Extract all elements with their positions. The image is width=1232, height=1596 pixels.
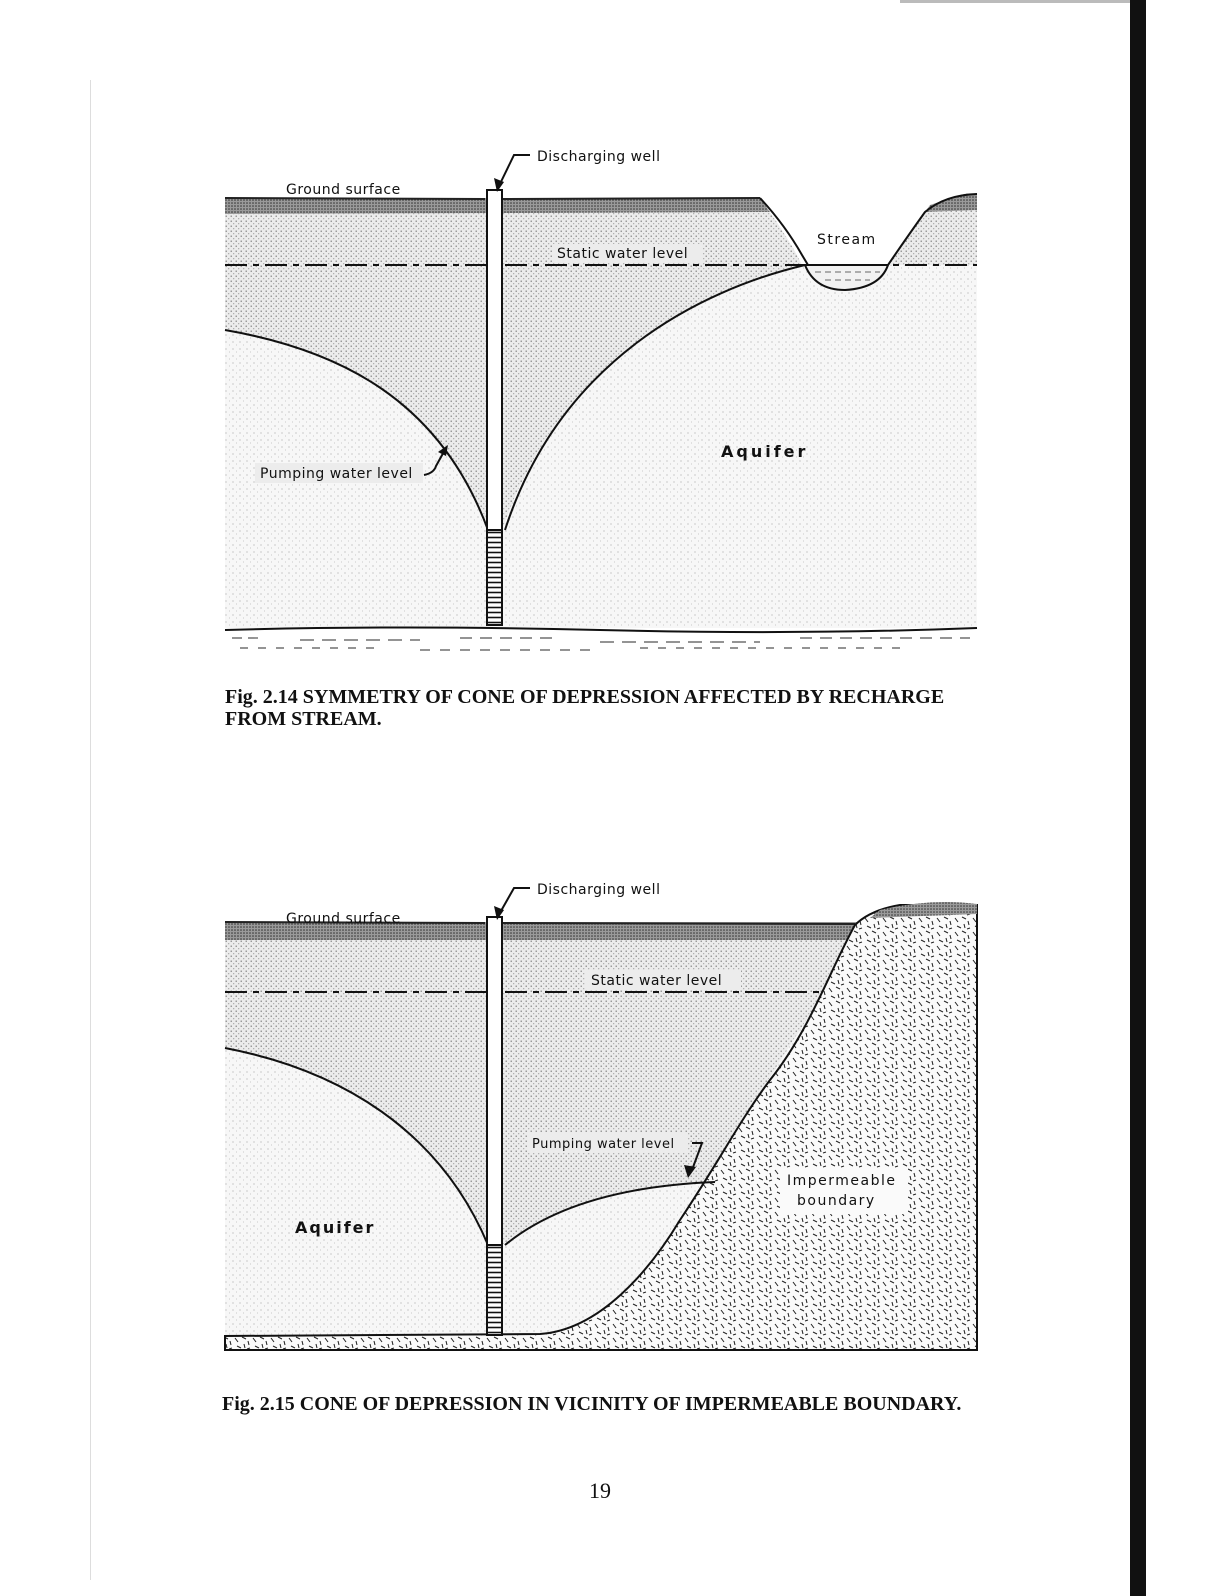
well-screen (487, 1245, 502, 1335)
ground-surface-label: Ground surface (286, 911, 401, 927)
figure-2-15-diagram (0, 860, 1232, 1370)
well-casing (487, 190, 502, 530)
discharging-well-leader (497, 888, 530, 918)
static-water-level-label: Static water level (557, 246, 689, 262)
aquifer-label: Aquifer (295, 1218, 376, 1237)
figure-2-14-caption-text: SYMMETRY OF CONE OF DEPRESSION AFFECTED BY RECHARGE FROM STREAM. (225, 686, 945, 730)
figure-2-15-caption-number: Fig. 2.15 (222, 1393, 295, 1415)
impermeable-boundary-label-line2: boundary (797, 1193, 876, 1209)
figure-2-15-caption (222, 1393, 1002, 1415)
impermeable-boundary-label-line1: Impermeable (787, 1173, 897, 1189)
stream-label: Stream (817, 232, 877, 248)
figure-2-15-caption-text: CONE OF DEPRESSION IN VICINITY OF IMPERMEABLE BOUNDARY. (299, 1393, 962, 1415)
well-screen (487, 530, 502, 625)
ground-surface-label: Ground surface (286, 182, 401, 198)
page-number: 19 (589, 1478, 611, 1503)
pumping-water-level-label: Pumping water level (260, 466, 413, 482)
figure-2-14-diagram (0, 130, 1232, 670)
aquifer-label: Aquifer (721, 442, 809, 461)
discharging-well-label: Discharging well (537, 882, 661, 898)
well-casing (487, 917, 502, 1245)
figure-2-14-caption-number: Fig. 2.14 (225, 686, 298, 708)
static-water-level-label: Static water level (591, 973, 723, 989)
pumping-water-level-label: Pumping water level (532, 1137, 675, 1152)
page-top-edge (900, 0, 1130, 3)
discharging-well-label: Discharging well (537, 149, 661, 165)
figure-2-14-caption (225, 686, 985, 730)
